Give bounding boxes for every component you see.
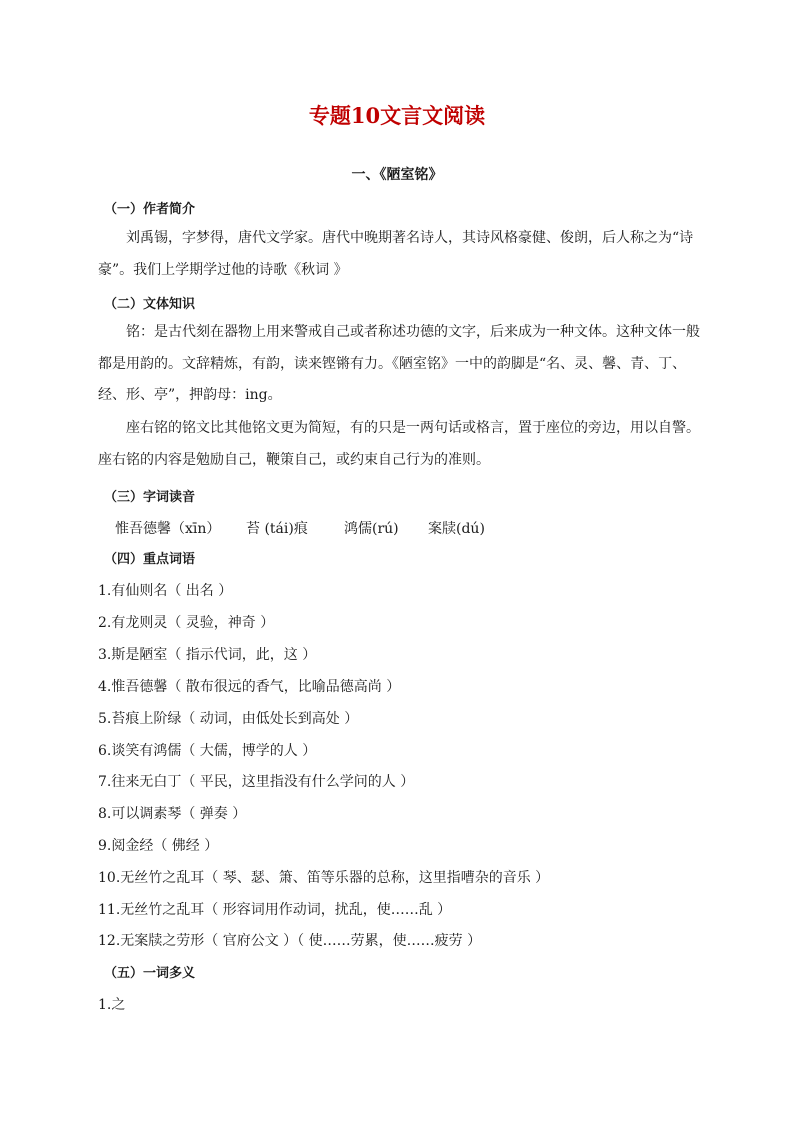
vocab-item: 8.可以调素琴（ 弹奏 ）	[98, 806, 247, 822]
pronunciation-item: 案牍(dú)	[428, 521, 485, 537]
genre-paragraph-2: 座右铭的铭文比其他铭文更为简短，有的只是一两句话或格言，置于座位的旁边，用以自警。座右铭的内容是勉励自己，鞭策自己，或约束自己行为的准则。	[98, 420, 700, 468]
vocab-item: 12.无案牍之劳形（ 官府公文 ）（ 使……劳累，使……疲劳 ）	[98, 933, 482, 949]
vocab-item: 9.阅金经（ 佛经 ）	[98, 838, 219, 854]
lesson-subtitle: 一、《陋室铭》	[351, 167, 443, 183]
section-heading-genre: （二）文体知识	[104, 297, 196, 312]
author-paragraph: 刘禹锡，字梦得，唐代文学家。唐代中晚期著名诗人，其诗风格豪健、俊朗，后人称之为“诗豪”。我们上学期学过他的诗歌《秋词 》	[98, 230, 694, 278]
pronunciation-item: 惟吾德馨（xīn）	[115, 521, 221, 537]
pronunciation-item: 苔 (tái)痕	[246, 521, 308, 537]
page-title: 专题10文言文阅读	[308, 103, 486, 128]
section-heading-pronunciation: （三）字词读音	[104, 490, 196, 505]
vocab-item: 4.惟吾德馨（ 散布很远的香气，比喻品德高尚 ）	[98, 679, 401, 695]
vocab-item: 3.斯是陋室（ 指示代词，此，这 ）	[98, 647, 317, 663]
vocab-item: 10.无丝竹之乱耳（ 琴、瑟、箫、笛等乐器的总称，这里指嘈杂的音乐 ）	[98, 870, 550, 886]
section-heading-polysemy: （五）一词多义	[104, 966, 196, 981]
vocab-item: 5.苔痕上阶绿（ 动词，由低处长到高处 ）	[98, 711, 359, 727]
vocab-item: 2.有龙则灵（ 灵验，神奇 ）	[98, 615, 275, 631]
pronunciation-list	[115, 518, 485, 538]
section-heading-author: （一）作者简介	[104, 202, 196, 217]
section-heading-vocab: （四）重点词语	[104, 552, 196, 567]
pronunciation-item: 鸿儒(rú)	[344, 521, 399, 537]
vocab-item: 1.有仙则名（ 出名 ）	[98, 583, 233, 599]
vocab-item: 6.谈笑有鸿儒（ 大儒，博学的人 ）	[98, 743, 317, 759]
genre-paragraph-1: 铭：是古代刻在器物上用来警戒自己或者称述功德的文字，后来成为一种文体。这种文体一般都是用韵的。文辞精炼，有韵，读来铿锵有力。《陋室铭》一中的韵脚是“名、灵、馨、青、丁、经、形、亭”，押韵母：ing。	[98, 324, 700, 403]
vocab-item: 11.无丝竹之乱耳（ 形容词用作动词，扰乱，使……乱 ）	[98, 902, 452, 918]
vocab-item: 7.往来无白丁（ 平民，这里指没有什么学问的人 ）	[98, 774, 415, 790]
polysemy-item: 1.之	[98, 997, 126, 1013]
